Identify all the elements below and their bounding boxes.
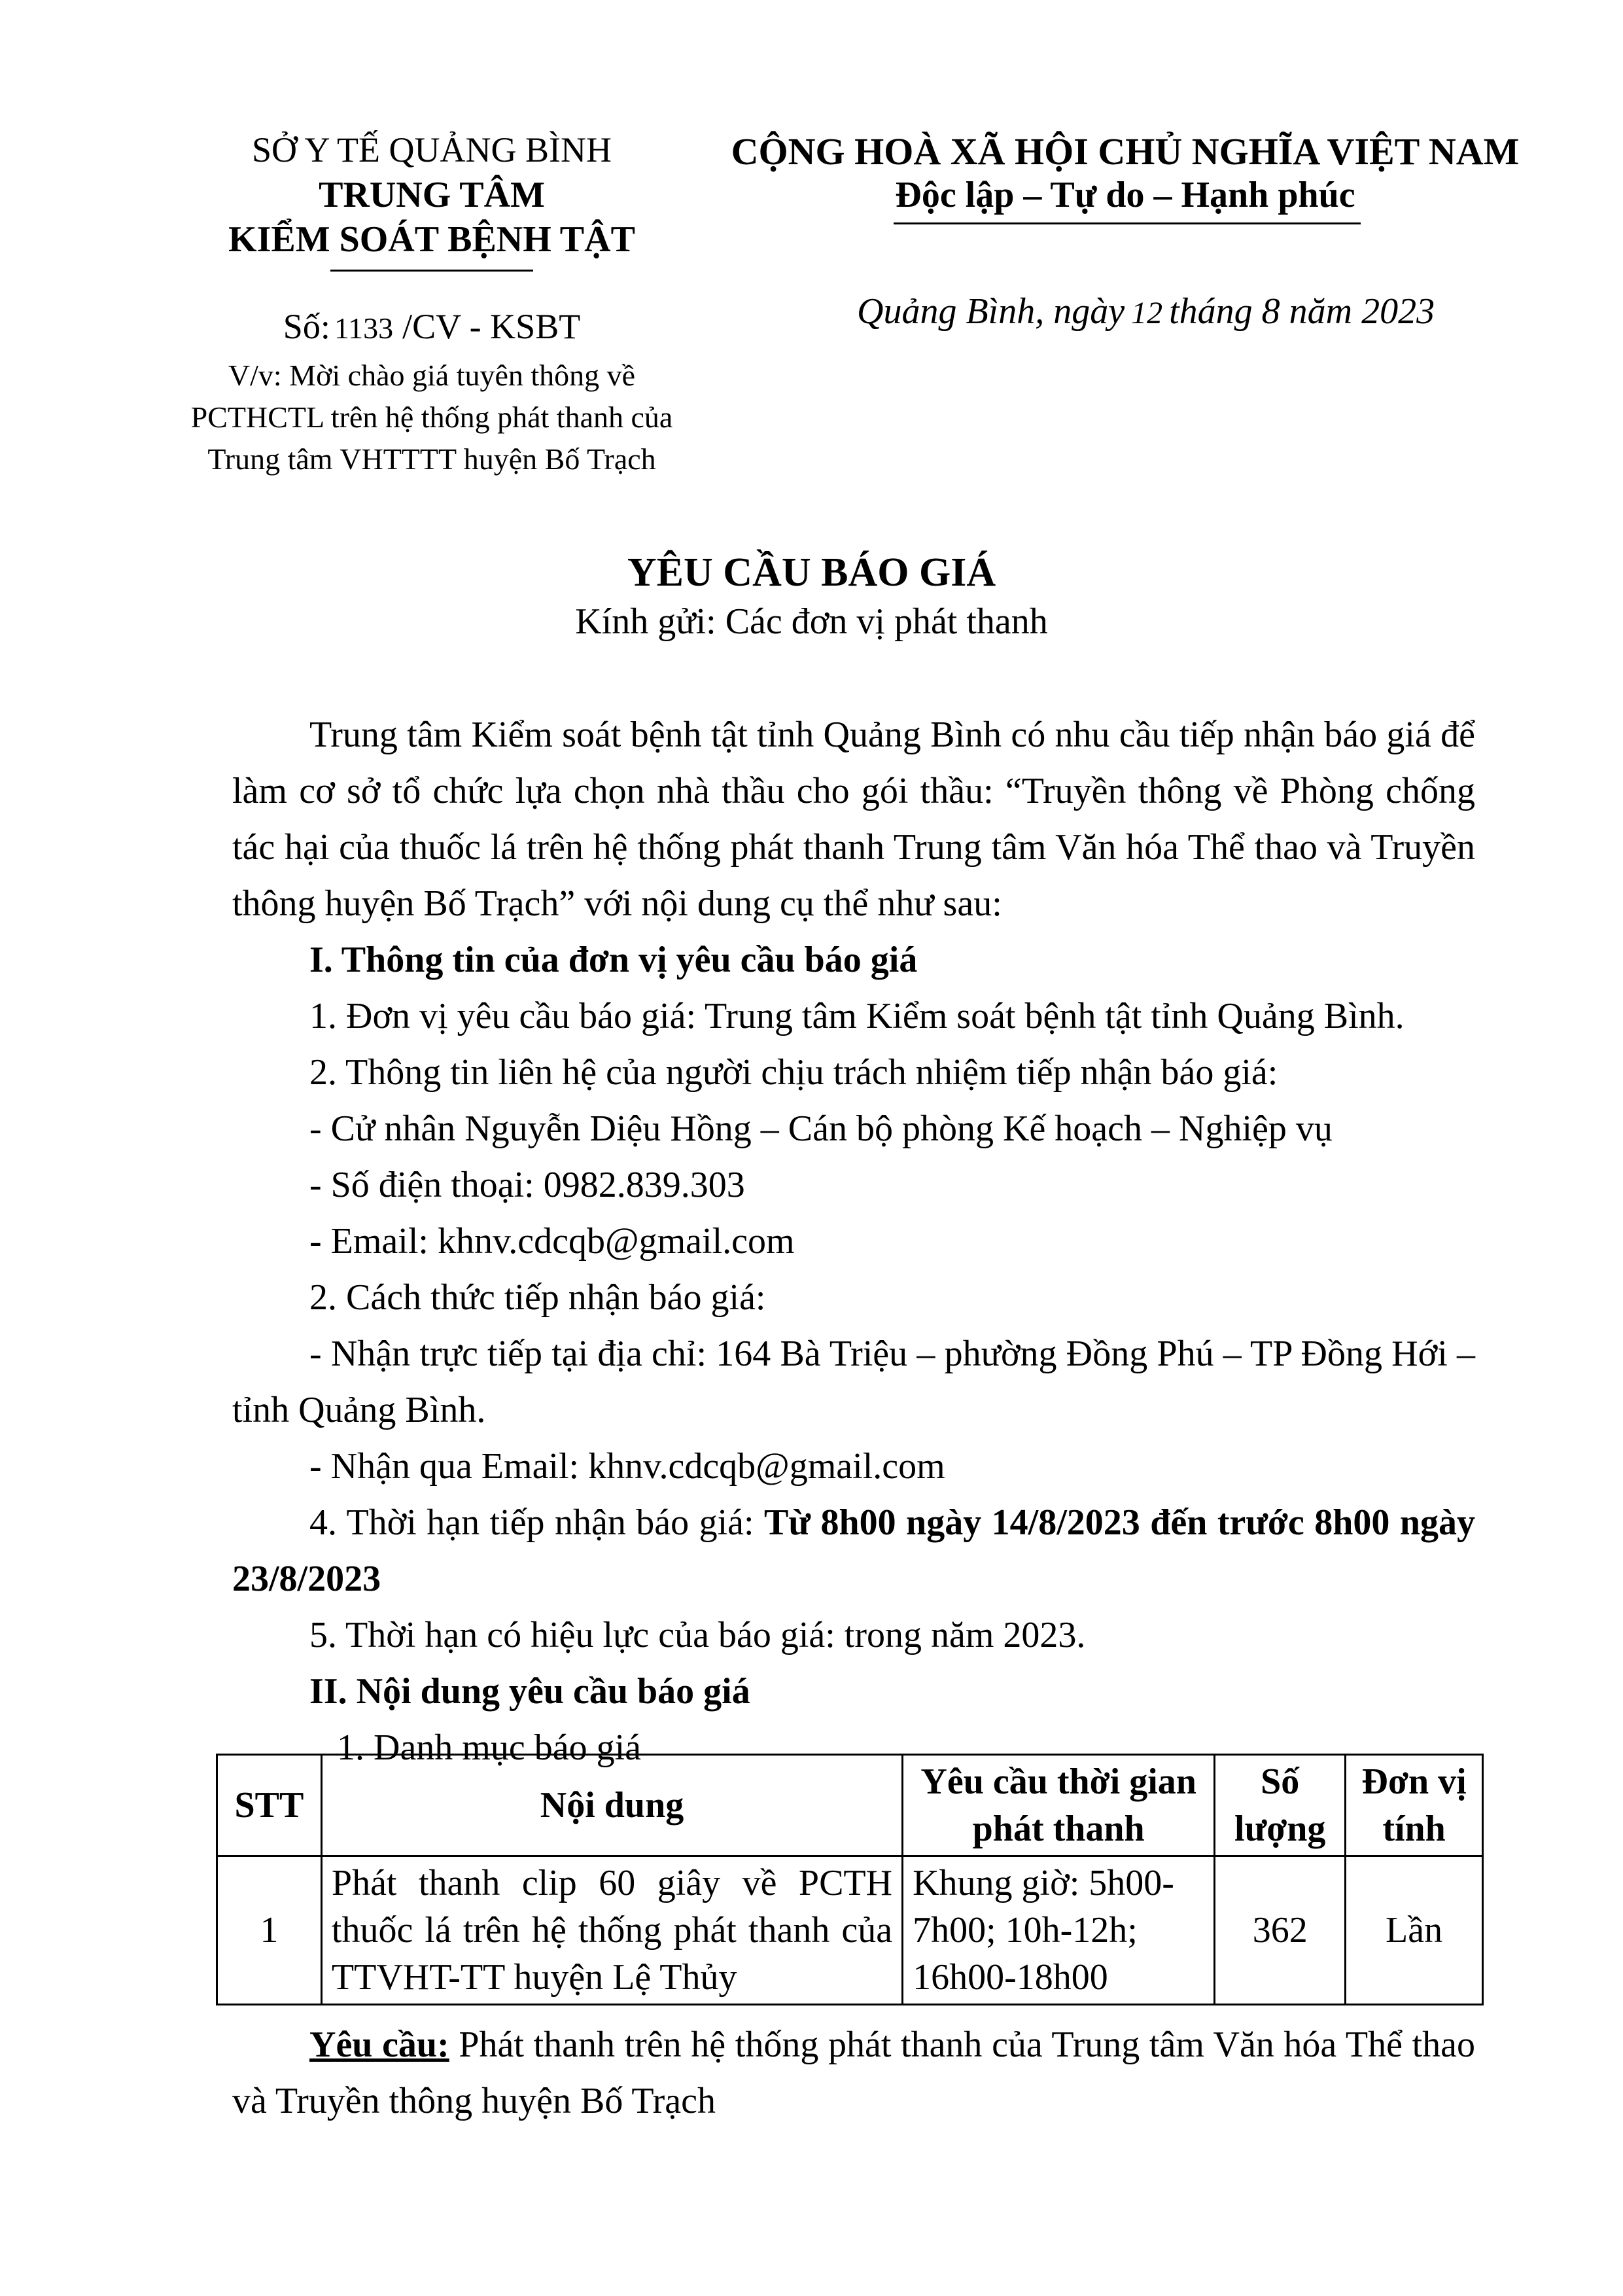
cell-stt: 1	[217, 1856, 322, 2005]
header-left-rule	[330, 270, 533, 272]
number-value: 1133	[334, 311, 394, 345]
requirement-label: Yêu cầu:	[309, 2024, 449, 2065]
document-date	[857, 291, 1435, 332]
subject-line: Trung tâm VHTTTT huyện Bố Trạch	[207, 442, 656, 476]
requirement-paragraph	[232, 2017, 1475, 2129]
col-header-content: Nội dung	[321, 1755, 902, 1856]
list-title: 1. Danh mục báo giá	[337, 1727, 641, 1768]
issuing-center-line1: TRUNG TÂM	[319, 175, 545, 215]
contact-email: - Email: khnv.cdcqb@gmail.com	[309, 1221, 795, 1262]
quote-table	[216, 1754, 1484, 2005]
intro-paragraph: Trung tâm Kiểm soát bệnh tật tỉnh Quảng Bình có nhu cầu tiếp nhận báo giá để làm cơ sở tổ chức lựa chọn nhà thầu cho gói thầu: “Truyền thông về Phòng chống tác hại của thuốc lá trên hệ thống phát thanh Trung tâm Văn hóa Thể thao và Truyền thông huyện Bố Trạch” với nội dung cụ thể như sau:	[232, 715, 1475, 924]
document-number	[170, 306, 693, 347]
col-header-unit	[1346, 1755, 1483, 1856]
body-item: 1. Đơn vị yêu cầu báo giá: Trung tâm Kiểm soát bệnh tật tỉnh Quảng Bình.	[309, 996, 1405, 1036]
number-prefix: Số:	[283, 307, 330, 346]
number-suffix: /CV - KSBT	[402, 307, 581, 346]
col-header-stt: STT	[217, 1755, 322, 1856]
section-heading: I. Thông tin của đơn vị yêu cầu báo giá	[309, 940, 918, 980]
body-part1	[232, 707, 1475, 1776]
contact-name: - Cử nhân Nguyễn Diệu Hồng – Cán bộ phòng Kế hoạch – Nghiệp vụ	[309, 1108, 1333, 1149]
date-day: 12	[1131, 296, 1163, 330]
cell-time: Khung giờ: 5h00-7h00; 10h-12h; 16h00-18h00	[903, 1856, 1215, 2005]
header-line: phát thanh	[972, 1809, 1145, 1849]
header-line: Đơn vị	[1361, 1761, 1467, 1802]
issuing-center-line2: KIỂM SOÁT BỆNH TẬT	[228, 219, 635, 260]
national-title: CỘNG HOÀ XÃ HỘI CHỦ NGHĨA VIỆT NAM	[731, 130, 1520, 173]
table-header-row	[217, 1755, 1483, 1856]
contact-phone: - Số điện thoại: 0982.839.303	[309, 1165, 745, 1205]
header-right-rule	[894, 222, 1361, 224]
section-heading: II. Nội dung yêu cầu báo giá	[309, 1671, 750, 1712]
cell-content: Phát thanh clip 60 giây về PCTH thuốc lá trên hệ thống phát thanh của TTVHT-TT huyện Lệ Thủy	[321, 1856, 902, 2005]
document-subject	[170, 355, 693, 480]
deadline-label: 4. Thời hạn tiếp nhận báo giá:	[309, 1502, 754, 1543]
subject-line: V/v: Mời chào giá tuyên thông về	[228, 359, 636, 392]
deadline-item	[232, 1494, 1475, 1607]
table-row	[217, 1856, 1483, 2005]
cell-quantity: 362	[1215, 1856, 1346, 2005]
receive-direct: - Nhận trực tiếp tại địa chỉ: 164 Bà Triệu – phường Đồng Phú – TP Đồng Hới – tỉnh Quảng Bình.	[232, 1333, 1475, 1430]
deadline-value: Từ 8h00 ngày 14/8/2023 đến trước 8h00 ngày 23/8/2023	[232, 1502, 1475, 1599]
receive-email: - Nhận qua Email: khnv.cdcqb@gmail.com	[309, 1446, 945, 1487]
col-header-quantity	[1215, 1755, 1346, 1856]
header-line: Yêu cầu thời gian	[920, 1761, 1196, 1802]
body-part2	[232, 2017, 1475, 2129]
cell-unit: Lần	[1346, 1856, 1483, 2005]
date-place: Quảng Bình, ngày	[857, 291, 1125, 332]
validity-item: 5. Thời hạn có hiệu lực của báo giá: trong năm 2023.	[309, 1615, 1086, 1655]
date-month: tháng 8	[1169, 291, 1280, 332]
header-line: lượng	[1234, 1809, 1326, 1849]
body-item: 2. Cách thức tiếp nhận báo giá:	[309, 1277, 766, 1318]
subject-line: PCTHCTL trên hệ thống phát thanh của	[190, 400, 673, 434]
body-item: 2. Thông tin liên hệ của người chịu trách nhiệm tiếp nhận báo giá:	[309, 1052, 1278, 1093]
page-title: YÊU CẦU BÁO GIÁ	[627, 550, 996, 595]
greeting: Kính gửi: Các đơn vị phát thanh	[575, 601, 1048, 642]
national-motto: Độc lập – Tự do – Hạnh phúc	[895, 175, 1355, 215]
header-line: tính	[1382, 1809, 1446, 1849]
date-year: năm 2023	[1289, 291, 1435, 332]
col-header-time	[903, 1755, 1215, 1856]
header-line: Số	[1261, 1761, 1300, 1802]
requirement-text: Phát thanh trên hệ thống phát thanh của Trung tâm Văn hóa Thể thao và Truyền thông huyện Bố Trạch	[232, 2024, 1476, 2121]
issuing-ministry: SỞ Y TẾ QUẢNG BÌNH	[252, 130, 612, 169]
